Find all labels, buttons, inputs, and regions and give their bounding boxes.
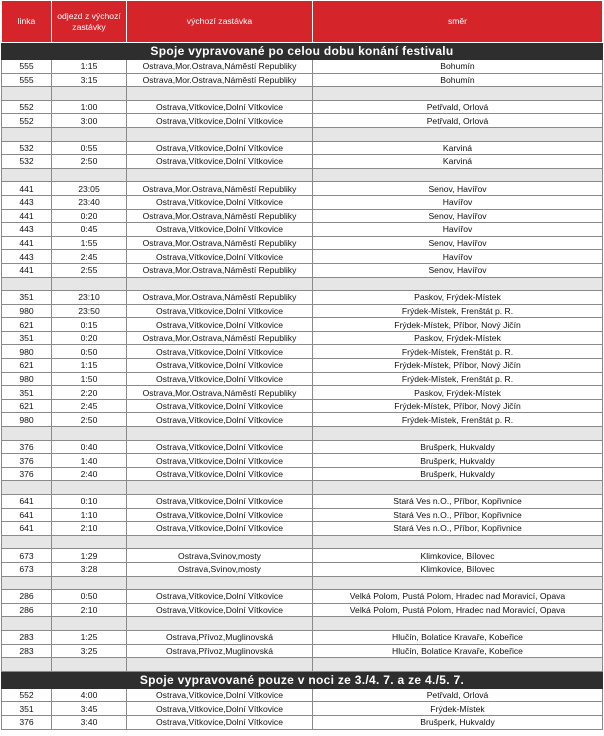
departure-time: 1:00 (52, 100, 127, 114)
table-row (2, 630, 603, 644)
direction: Havířov (313, 250, 603, 264)
start-stop: Ostrava,Vítkovice,Dolní Vítkovice (127, 195, 313, 209)
departure-time: 1:15 (52, 359, 127, 373)
separator-row (2, 658, 603, 672)
section-title: Spoje vypravované pouze v noci ze 3./4. 7. a ze 4./5. 7. (2, 671, 603, 688)
table-row (2, 495, 603, 509)
col-odjezd: odjezd z výchozí zastávky (52, 1, 127, 43)
separator-row (2, 127, 603, 141)
departure-time: 1:55 (52, 236, 127, 250)
table-row (2, 522, 603, 536)
line-number: 980 (2, 304, 52, 318)
table-row (2, 508, 603, 522)
empty-cell (313, 658, 603, 672)
empty-cell (2, 127, 52, 141)
direction: Karviná (313, 155, 603, 169)
start-stop: Ostrava,Vítkovice,Dolní Vítkovice (127, 155, 313, 169)
departure-time: 0:55 (52, 141, 127, 155)
empty-cell (127, 535, 313, 549)
table-row (2, 702, 603, 716)
departure-time: 2:10 (52, 603, 127, 617)
line-number: 555 (2, 60, 52, 74)
start-stop: Ostrava,Vítkovice,Dolní Vítkovice (127, 590, 313, 604)
section-heading (2, 671, 603, 688)
separator-row (2, 277, 603, 291)
table-row (2, 440, 603, 454)
empty-cell (313, 87, 603, 101)
departure-time: 2:45 (52, 250, 127, 264)
departure-time: 1:40 (52, 454, 127, 468)
start-stop: Ostrava,Mor.Ostrava,Náměstí Republiky (127, 386, 313, 400)
empty-cell (127, 277, 313, 291)
direction: Frýdek-Místek (313, 702, 603, 716)
table-header (2, 1, 603, 43)
table-row (2, 603, 603, 617)
start-stop: Ostrava,Vítkovice,Dolní Vítkovice (127, 141, 313, 155)
departure-time: 2:50 (52, 155, 127, 169)
empty-cell (52, 576, 127, 590)
table-row (2, 223, 603, 237)
empty-cell (2, 87, 52, 101)
line-number: 441 (2, 209, 52, 223)
start-stop: Ostrava,Vítkovice,Dolní Vítkovice (127, 318, 313, 332)
direction: Brušperk, Hukvaldy (313, 467, 603, 481)
separator-row (2, 427, 603, 441)
line-number: 441 (2, 236, 52, 250)
departure-time: 3:28 (52, 562, 127, 576)
empty-cell (2, 168, 52, 182)
start-stop: Ostrava,Přívoz,Muglinovská (127, 644, 313, 658)
line-number: 641 (2, 495, 52, 509)
direction: Brušperk, Hukvaldy (313, 715, 603, 729)
empty-cell (2, 277, 52, 291)
direction: Bohumín (313, 60, 603, 74)
line-number: 552 (2, 100, 52, 114)
start-stop: Ostrava,Vítkovice,Dolní Vítkovice (127, 399, 313, 413)
line-number: 376 (2, 454, 52, 468)
table-row (2, 454, 603, 468)
line-number: 286 (2, 603, 52, 617)
line-number: 351 (2, 291, 52, 305)
separator-row (2, 576, 603, 590)
empty-cell (52, 617, 127, 631)
direction: Bohumín (313, 73, 603, 87)
start-stop: Ostrava,Mor.Ostrava,Náměstí Republiky (127, 209, 313, 223)
empty-cell (127, 127, 313, 141)
separator-row (2, 535, 603, 549)
departure-time: 3:40 (52, 715, 127, 729)
table-row (2, 413, 603, 427)
empty-cell (52, 87, 127, 101)
direction: Havířov (313, 195, 603, 209)
departure-time: 0:15 (52, 318, 127, 332)
start-stop: Ostrava,Vítkovice,Dolní Vítkovice (127, 372, 313, 386)
empty-cell (52, 481, 127, 495)
empty-cell (52, 658, 127, 672)
empty-cell (52, 535, 127, 549)
section-title: Spoje vypravované po celou dobu konání festivalu (2, 43, 603, 60)
departure-time: 23:05 (52, 182, 127, 196)
direction: Petřvald, Orlová (313, 114, 603, 128)
direction: Senov, Havířov (313, 209, 603, 223)
empty-cell (2, 427, 52, 441)
table-row (2, 386, 603, 400)
departure-time: 0:50 (52, 590, 127, 604)
start-stop: Ostrava,Vítkovice,Dolní Vítkovice (127, 495, 313, 509)
start-stop: Ostrava,Mor.Ostrava,Náměstí Republiky (127, 60, 313, 74)
table-row (2, 467, 603, 481)
start-stop: Ostrava,Vítkovice,Dolní Vítkovice (127, 100, 313, 114)
line-number: 673 (2, 562, 52, 576)
line-number: 980 (2, 372, 52, 386)
section-heading (2, 43, 603, 60)
start-stop: Ostrava,Svinov,mosty (127, 549, 313, 563)
table-row (2, 60, 603, 74)
line-number: 621 (2, 318, 52, 332)
empty-cell (313, 576, 603, 590)
start-stop: Ostrava,Mor.Ostrava,Náměstí Republiky (127, 291, 313, 305)
line-number: 980 (2, 413, 52, 427)
departure-time: 0:50 (52, 345, 127, 359)
departure-time: 23:40 (52, 195, 127, 209)
table-row (2, 291, 603, 305)
direction: Frýdek-Místek, Frenštát p. R. (313, 413, 603, 427)
empty-cell (127, 658, 313, 672)
empty-cell (2, 658, 52, 672)
line-number: 641 (2, 508, 52, 522)
empty-cell (313, 277, 603, 291)
direction: Frýdek-Místek, Frenštát p. R. (313, 345, 603, 359)
line-number: 286 (2, 590, 52, 604)
table-row (2, 562, 603, 576)
empty-cell (127, 168, 313, 182)
table-row (2, 590, 603, 604)
direction: Klimkovice, Bílovec (313, 562, 603, 576)
separator-row (2, 168, 603, 182)
empty-cell (313, 535, 603, 549)
start-stop: Ostrava,Vítkovice,Dolní Vítkovice (127, 440, 313, 454)
departure-time: 3:25 (52, 644, 127, 658)
departure-time: 1:50 (52, 372, 127, 386)
line-number: 673 (2, 549, 52, 563)
direction: Frýdek-Místek, Příbor, Nový Jičín (313, 399, 603, 413)
col-zastavka: výchozí zastávka (127, 1, 313, 43)
departure-time: 0:45 (52, 223, 127, 237)
direction: Stará Ves n.O., Příbor, Kopřivnice (313, 522, 603, 536)
departure-time: 3:00 (52, 114, 127, 128)
departure-time: 3:15 (52, 73, 127, 87)
empty-cell (313, 427, 603, 441)
empty-cell (313, 481, 603, 495)
line-number: 351 (2, 386, 52, 400)
separator-row (2, 87, 603, 101)
direction: Hlučín, Bolatice Kravaře, Kobeřice (313, 630, 603, 644)
start-stop: Ostrava,Vítkovice,Dolní Vítkovice (127, 359, 313, 373)
start-stop: Ostrava,Vítkovice,Dolní Vítkovice (127, 250, 313, 264)
table-row (2, 141, 603, 155)
start-stop: Ostrava,Svinov,mosty (127, 562, 313, 576)
table-row (2, 345, 603, 359)
departure-time: 0:20 (52, 209, 127, 223)
empty-cell (127, 87, 313, 101)
line-number: 351 (2, 702, 52, 716)
start-stop: Ostrava,Vítkovice,Dolní Vítkovice (127, 715, 313, 729)
line-number: 532 (2, 141, 52, 155)
table-row (2, 209, 603, 223)
line-number: 621 (2, 359, 52, 373)
line-number: 443 (2, 223, 52, 237)
col-linka: linka (2, 1, 52, 43)
start-stop: Ostrava,Mor.Ostrava,Náměstí Republiky (127, 331, 313, 345)
direction: Paskov, Frýdek-Místek (313, 331, 603, 345)
departure-time: 1:29 (52, 549, 127, 563)
departure-time: 2:50 (52, 413, 127, 427)
direction: Velká Polom, Pustá Polom, Hradec nad Moravicí, Opava (313, 590, 603, 604)
direction: Klimkovice, Bílovec (313, 549, 603, 563)
empty-cell (52, 427, 127, 441)
direction: Frýdek-Místek, Frenštát p. R. (313, 304, 603, 318)
departure-time: 2:20 (52, 386, 127, 400)
table-row (2, 304, 603, 318)
table-row (2, 549, 603, 563)
table-row (2, 236, 603, 250)
direction: Havířov (313, 223, 603, 237)
table-row (2, 359, 603, 373)
departure-time: 1:15 (52, 60, 127, 74)
table-row (2, 73, 603, 87)
empty-cell (127, 576, 313, 590)
direction: Frýdek-Místek, Příbor, Nový Jičín (313, 359, 603, 373)
table-row (2, 195, 603, 209)
direction: Senov, Havířov (313, 236, 603, 250)
line-number: 283 (2, 644, 52, 658)
table-row (2, 372, 603, 386)
table-row (2, 715, 603, 729)
departure-time: 1:25 (52, 630, 127, 644)
departure-time: 23:50 (52, 304, 127, 318)
empty-cell (2, 576, 52, 590)
table-row (2, 182, 603, 196)
col-smer: směr (313, 1, 603, 43)
start-stop: Ostrava,Vítkovice,Dolní Vítkovice (127, 508, 313, 522)
line-number: 376 (2, 715, 52, 729)
start-stop: Ostrava,Vítkovice,Dolní Vítkovice (127, 304, 313, 318)
departure-time: 1:10 (52, 508, 127, 522)
departure-time: 0:20 (52, 331, 127, 345)
start-stop: Ostrava,Vítkovice,Dolní Vítkovice (127, 413, 313, 427)
table-row (2, 263, 603, 277)
direction: Petřvald, Orlová (313, 100, 603, 114)
line-number: 552 (2, 688, 52, 702)
departure-time: 0:40 (52, 440, 127, 454)
start-stop: Ostrava,Vítkovice,Dolní Vítkovice (127, 454, 313, 468)
table-row (2, 399, 603, 413)
departure-time: 0:10 (52, 495, 127, 509)
empty-cell (313, 168, 603, 182)
departure-time: 2:10 (52, 522, 127, 536)
start-stop: Ostrava,Vítkovice,Dolní Vítkovice (127, 702, 313, 716)
direction: Karviná (313, 141, 603, 155)
empty-cell (2, 617, 52, 631)
empty-cell (2, 481, 52, 495)
direction: Stará Ves n.O., Příbor, Kopřivnice (313, 508, 603, 522)
line-number: 443 (2, 195, 52, 209)
start-stop: Ostrava,Mor.Ostrava,Náměstí Republiky (127, 73, 313, 87)
table-body (2, 43, 603, 730)
empty-cell (2, 535, 52, 549)
direction: Velká Polom, Pustá Polom, Hradec nad Moravicí, Opava (313, 603, 603, 617)
start-stop: Ostrava,Vítkovice,Dolní Vítkovice (127, 345, 313, 359)
separator-row (2, 617, 603, 631)
start-stop: Ostrava,Vítkovice,Dolní Vítkovice (127, 467, 313, 481)
line-number: 283 (2, 630, 52, 644)
start-stop: Ostrava,Vítkovice,Dolní Vítkovice (127, 522, 313, 536)
direction: Brušperk, Hukvaldy (313, 440, 603, 454)
table-row (2, 644, 603, 658)
departure-time: 23:10 (52, 291, 127, 305)
start-stop: Ostrava,Mor.Ostrava,Náměstí Republiky (127, 263, 313, 277)
start-stop: Ostrava,Přívoz,Muglinovská (127, 630, 313, 644)
line-number: 376 (2, 440, 52, 454)
line-number: 555 (2, 73, 52, 87)
line-number: 441 (2, 182, 52, 196)
line-number: 351 (2, 331, 52, 345)
separator-row (2, 481, 603, 495)
empty-cell (52, 277, 127, 291)
empty-cell (127, 481, 313, 495)
line-number: 441 (2, 263, 52, 277)
direction: Senov, Havířov (313, 263, 603, 277)
direction: Stará Ves n.O., Příbor, Kopřivnice (313, 495, 603, 509)
departure-time: 2:40 (52, 467, 127, 481)
table-row (2, 318, 603, 332)
start-stop: Ostrava,Mor.Ostrava,Náměstí Republiky (127, 236, 313, 250)
table-row (2, 100, 603, 114)
departure-time: 2:45 (52, 399, 127, 413)
schedule-table (1, 0, 603, 730)
table-row (2, 688, 603, 702)
direction: Paskov, Frýdek-Místek (313, 386, 603, 400)
departure-time: 2:55 (52, 263, 127, 277)
direction: Paskov, Frýdek-Místek (313, 291, 603, 305)
start-stop: Ostrava,Vítkovice,Dolní Vítkovice (127, 114, 313, 128)
direction: Hlučín, Bolatice Kravaře, Kobeřice (313, 644, 603, 658)
start-stop: Ostrava,Vítkovice,Dolní Vítkovice (127, 603, 313, 617)
table-row (2, 331, 603, 345)
line-number: 376 (2, 467, 52, 481)
departure-time: 3:45 (52, 702, 127, 716)
table-row (2, 155, 603, 169)
direction: Senov, Havířov (313, 182, 603, 196)
line-number: 621 (2, 399, 52, 413)
direction: Petřvald, Orlová (313, 688, 603, 702)
start-stop: Ostrava,Vítkovice,Dolní Vítkovice (127, 688, 313, 702)
direction: Brušperk, Hukvaldy (313, 454, 603, 468)
departure-time: 4:00 (52, 688, 127, 702)
empty-cell (313, 127, 603, 141)
line-number: 443 (2, 250, 52, 264)
line-number: 980 (2, 345, 52, 359)
line-number: 641 (2, 522, 52, 536)
direction: Frýdek-Místek, Příbor, Nový Jičín (313, 318, 603, 332)
empty-cell (52, 168, 127, 182)
line-number: 532 (2, 155, 52, 169)
table-row (2, 250, 603, 264)
empty-cell (127, 427, 313, 441)
empty-cell (127, 617, 313, 631)
empty-cell (313, 617, 603, 631)
line-number: 552 (2, 114, 52, 128)
start-stop: Ostrava,Vítkovice,Dolní Vítkovice (127, 223, 313, 237)
empty-cell (52, 127, 127, 141)
start-stop: Ostrava,Mor.Ostrava,Náměstí Republiky (127, 182, 313, 196)
direction: Frýdek-Místek, Frenštát p. R. (313, 372, 603, 386)
table-row (2, 114, 603, 128)
